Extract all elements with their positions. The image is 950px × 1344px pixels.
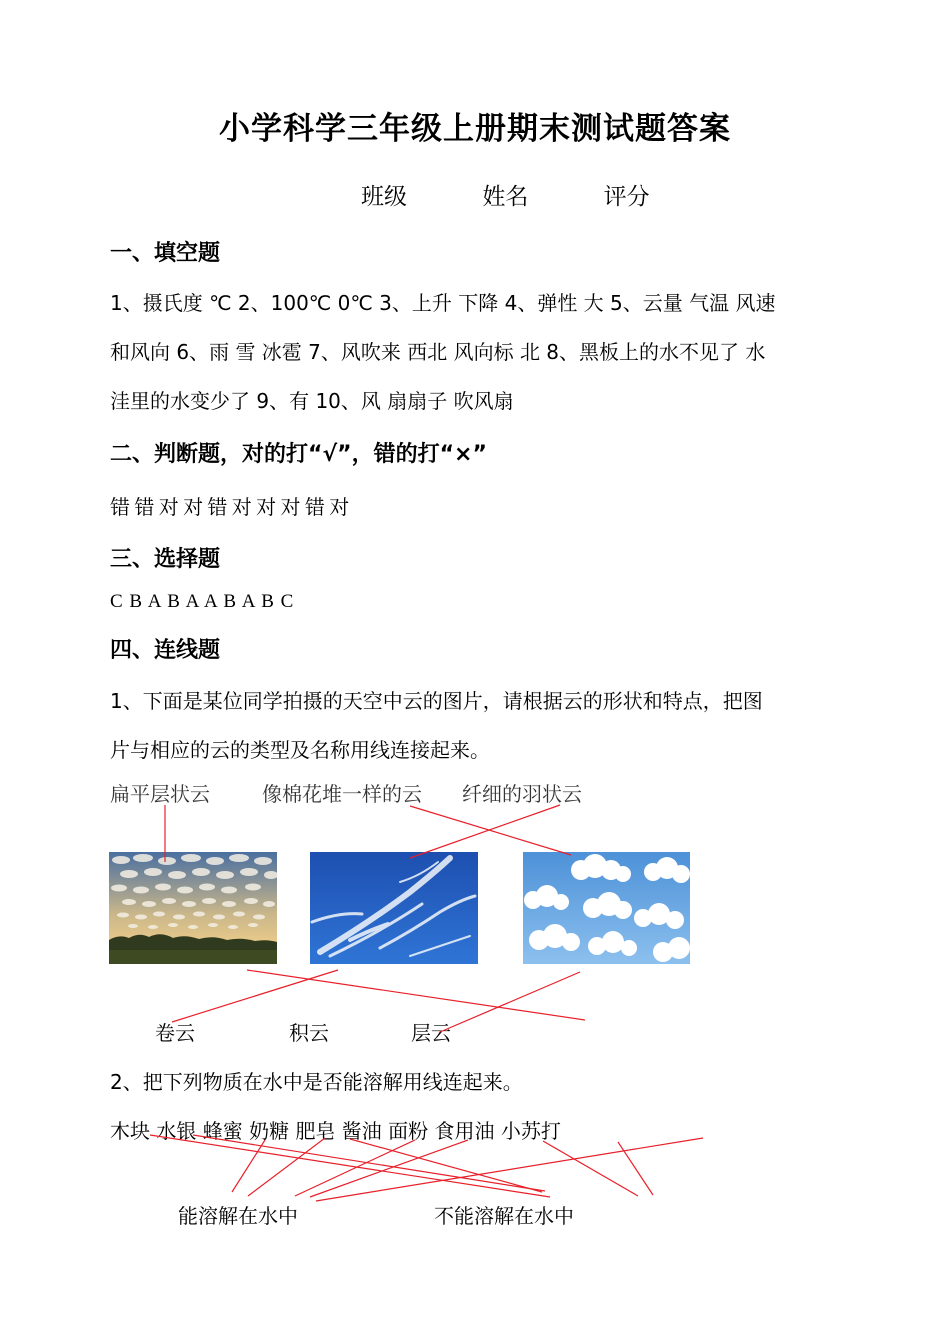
- true-false-answers: 错 错 对 对 错 对 对 对 错 对: [110, 495, 350, 519]
- cloud-description-cotton: 像棉花堆一样的云: [262, 782, 422, 806]
- substance-cooking-oil: 食用油: [434, 1119, 495, 1143]
- fill-blank-line-2: 和风向 6、雨 雪 冰雹 7、风吹来 西北 风向标 北 8、黑板上的水不见了 水: [110, 340, 766, 364]
- matching-question-2: 2、把下列物质在水中是否能溶解用线连起来。: [110, 1070, 523, 1094]
- match-line: [248, 1138, 325, 1196]
- altocumulus-photo: [109, 852, 277, 964]
- cloud-type-cirrus: 卷云: [155, 1021, 195, 1045]
- substance-list: [110, 1115, 561, 1144]
- student-info-fields: [361, 178, 650, 211]
- fill-blank-line-3: 洼里的水变少了 9、有 10、风 扇扇子 吹风扇: [110, 389, 514, 413]
- match-line: [247, 970, 585, 1020]
- name-label: 姓名: [482, 184, 529, 210]
- not-dissolves-label: 不能溶解在水中: [434, 1204, 574, 1228]
- section-heading-multiple-choice: 三、选择题: [110, 547, 221, 572]
- section-heading-true-false: 二、判断题，对的打“√”，错的打“×”: [110, 442, 487, 467]
- match-line: [350, 1139, 542, 1192]
- match-line: [440, 972, 580, 1032]
- cloud-description-flat: 扁平层状云: [110, 782, 210, 806]
- substance-mercury: 水银: [156, 1119, 197, 1143]
- cumulus-photo: [523, 852, 690, 964]
- substance-soy-sauce: 酱油: [341, 1119, 382, 1143]
- matching-q1-line-2: 片与相应的云的类型及名称用线连接起来。: [110, 738, 490, 762]
- matching-question-1: [110, 677, 845, 775]
- fill-blank-answers: [110, 279, 845, 426]
- class-label: 班级: [361, 184, 407, 210]
- match-line: [172, 970, 338, 1022]
- fill-blank-line-1: 1、摄氏度 ℃ 2、100℃ 0℃ 3、上升 下降 4、弹性 大 5、云量 气温 风速: [110, 291, 776, 315]
- match-line: [543, 1141, 638, 1196]
- substance-soap: 肥皂: [295, 1119, 336, 1143]
- page-title: 小学科学三年级上册期末测试题答案: [219, 111, 731, 147]
- match-line: [150, 1135, 550, 1197]
- section-heading-fill-blank: 一、填空题: [110, 241, 221, 266]
- section-heading-matching: 四、连线题: [110, 638, 221, 663]
- matching-q1-line-1: 1、下面是某位同学拍摄的天空中云的图片，请根据云的形状和特点，把图: [110, 689, 763, 713]
- multiple-choice-answers: C B A B A A B A B C: [110, 591, 295, 612]
- match-line: [316, 1138, 703, 1201]
- match-line: [410, 805, 560, 858]
- substance-baking-soda: 小苏打: [500, 1119, 561, 1143]
- cloud-description-feather: 纤细的羽状云: [462, 782, 582, 806]
- substance-milk-candy: 奶糖: [249, 1119, 290, 1143]
- cirrus-photo: [310, 852, 478, 964]
- match-line: [232, 1140, 265, 1192]
- match-line: [310, 1140, 468, 1197]
- dissolves-label: 能溶解在水中: [178, 1204, 298, 1228]
- cloud-type-cumulus: 积云: [289, 1021, 329, 1045]
- substance-wood: 木块: [110, 1119, 150, 1143]
- cloud-type-stratus: 层云: [411, 1021, 451, 1045]
- substance-flour: 面粉: [388, 1119, 429, 1143]
- score-label: 评分: [603, 184, 650, 210]
- match-line: [410, 806, 571, 855]
- substance-honey: 蜂蜜: [202, 1119, 243, 1143]
- match-line: [618, 1142, 653, 1195]
- match-line: [295, 1140, 415, 1196]
